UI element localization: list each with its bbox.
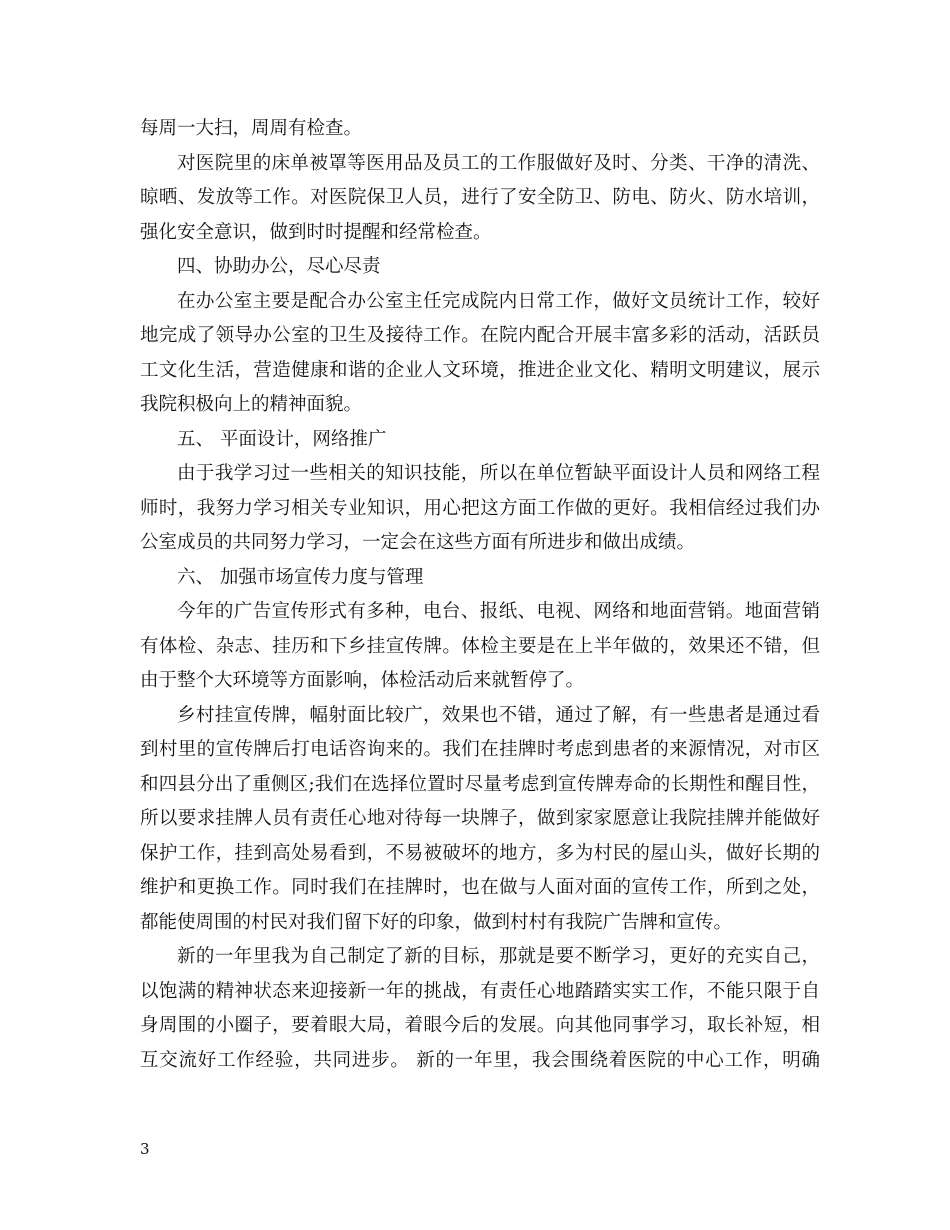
text-line: 今年的广告宣传形式有多种，电台、报纸、电视、网络和地面营销。地面营销 bbox=[177, 601, 820, 622]
text-line: 到村里的宣传牌后打电话咨询来的。我们在挂牌时考虑到患者的来源情况，对市区 bbox=[140, 739, 820, 760]
text-line: 强化安全意识，做到时时提醒和经常检查。 bbox=[140, 221, 492, 243]
text-line: 以饱满的精神状态来迎接新一年的挑战，有责任心地踏踏实实工作，不能只限于自 bbox=[140, 980, 820, 1002]
text-line: 五、 平面设计，网络推广 bbox=[177, 428, 387, 450]
text-line: 每周一大扫，周周有检查。 bbox=[140, 118, 363, 139]
text-line: 有体检、杂志、挂历和下乡挂宣传牌。体检主要是在上半年做的，效果还不错，但 bbox=[140, 635, 820, 657]
text-line: 在办公室主要是配合办公室主任完成院内日常工作，做好文员统计工作，较好 bbox=[177, 290, 820, 312]
text-line: 晾晒、发放等工作。对医院保卫人员，进行了安全防卫、防电、防火、防水培训， bbox=[140, 187, 820, 208]
text-line: 对医院里的床单被罩等医用品及员工的工作服做好及时、分类、干净的清洗、 bbox=[177, 152, 820, 174]
text-line: 地完成了领导办公室的卫生及接待工作。在院内配合开展丰富多彩的活动，活跃员 bbox=[140, 325, 820, 346]
text-line: 乡村挂宣传牌，幅射面比较广，效果也不错，通过了解，有一些患者是通过看 bbox=[177, 704, 820, 726]
text-line: 身周围的小圈子，要着眼大局，着眼今后的发展。向其他同事学习，取长补短，相 bbox=[140, 1015, 820, 1036]
text-line: 新的一年里我为自己制定了新的目标，那就是要不断学习，更好的充实自己， bbox=[177, 946, 820, 967]
text-line: 工文化生活，营造健康和谐的企业人文环境，推进企业文化、精明文明建议，展示 bbox=[140, 359, 820, 381]
text-line: 互交流好工作经验，共同进步。 新的一年里，我会围绕着医院的中心工作，明确 bbox=[140, 1049, 820, 1071]
text-line: 公室成员的共同努力学习，一定会在这些方面有所进步和做出成绩。 bbox=[140, 532, 696, 553]
text-line: 四、协助办公，尽心尽责 bbox=[177, 256, 381, 277]
text-line: 和四县分出了重侧区;我们在选择位置时尽量考虑到宣传牌寿命的长期性和醒目性， bbox=[140, 773, 820, 795]
text-line: 维护和更换工作。同时我们在挂牌时，也在做与人面对面的宣传工作，所到之处， bbox=[140, 877, 820, 898]
text-line: 所以要求挂牌人员有责任心地对待每一块牌子，做到家家愿意让我院挂牌并能做好 bbox=[140, 808, 820, 829]
text-line: 师时，我努力学习相关专业知识，用心把这方面工作做的更好。我相信经过我们办 bbox=[140, 497, 820, 519]
page-number: 3 bbox=[140, 1140, 150, 1158]
text-line: 由于我学习过一些相关的知识技能，所以在单位暂缺平面设计人员和网络工程 bbox=[177, 463, 820, 484]
text-line: 六、 加强市场宣传力度与管理 bbox=[177, 566, 424, 588]
document-body bbox=[140, 112, 820, 1078]
text-line: 由于整个大环境等方面影响，体检活动后来就暂停了。 bbox=[140, 670, 585, 691]
text-line: 我院积极向上的精神面貌。 bbox=[140, 394, 363, 415]
text-line: 都能使周围的村民对我们留下好的印象，做到村村有我院广告牌和宣传。 bbox=[140, 911, 733, 933]
text-line: 保护工作，挂到高处易看到，不易被破坏的地方，多为村民的屋山头，做好长期的 bbox=[140, 842, 820, 864]
